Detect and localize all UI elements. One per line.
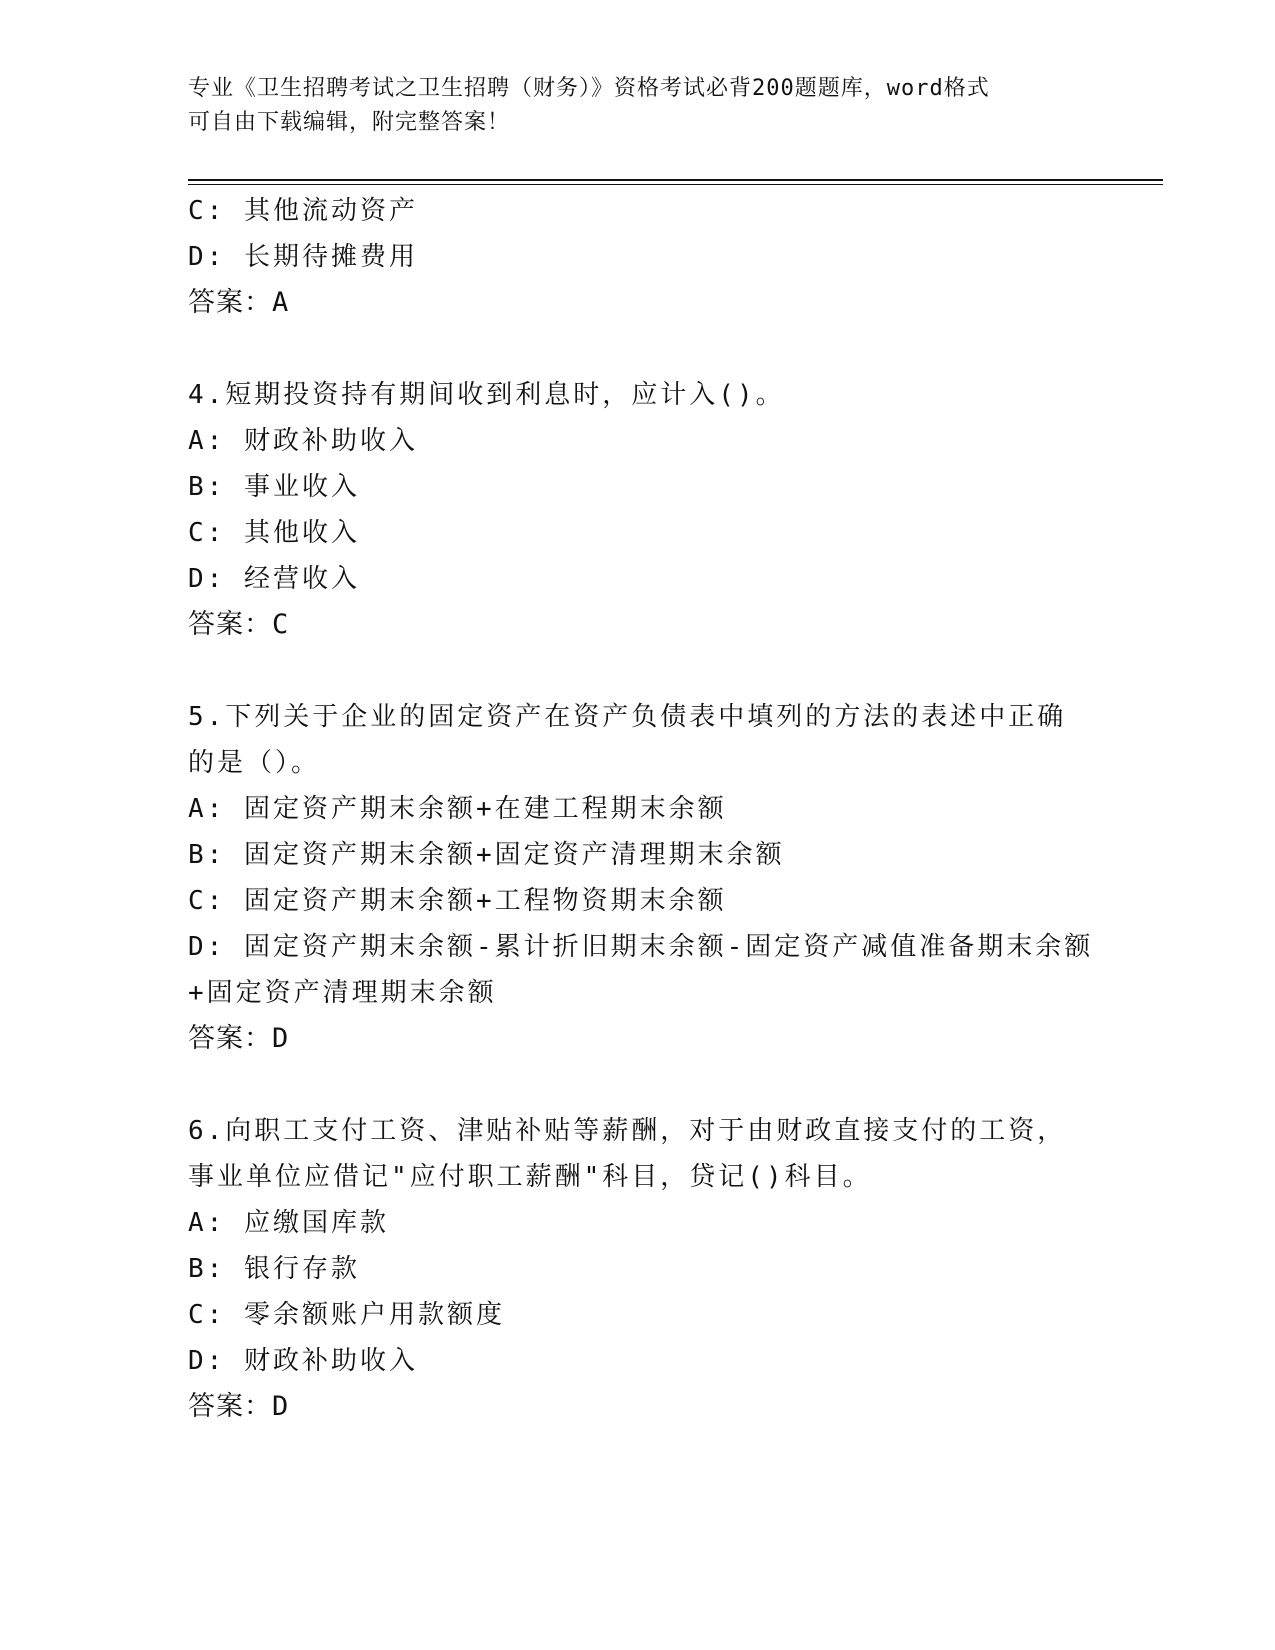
answer-value: D — [272, 1391, 290, 1422]
option-b: B: 银行存款 — [188, 1254, 360, 1284]
option-d: D: 财政补助收入 — [188, 1346, 418, 1376]
answer-label: 答案： — [188, 1023, 272, 1054]
option-a: A: 应缴国库款 — [188, 1208, 389, 1238]
option-c: C: 其他流动资产 — [188, 196, 418, 226]
header-line-1: 专业《卫生招聘考试之卫生招聘（财务）》资格考试必背200题题库，word格式 — [188, 76, 990, 101]
answer-line — [188, 1384, 1088, 1430]
answer-line — [188, 602, 1088, 648]
option-b: B: 固定资产期末余额+固定资产清理期末余额 — [188, 840, 785, 870]
document-header — [188, 72, 1068, 140]
question-stem-continued: 事业单位应借记"应付职工薪酬"科目，贷记()科目。 — [188, 1162, 872, 1192]
option-a: A: 固定资产期末余额+在建工程期末余额 — [188, 794, 727, 824]
answer-value: D — [272, 1023, 290, 1054]
option-c: C: 零余额账户用款额度 — [188, 1300, 505, 1330]
option-d: D: 长期待摊费用 — [188, 242, 418, 272]
answer-line — [188, 280, 1088, 326]
question-block-prev — [188, 188, 1088, 326]
answer-label: 答案： — [188, 1391, 272, 1422]
header-divider-thick — [188, 179, 1163, 181]
answer-label: 答案： — [188, 287, 272, 318]
answer-value: C — [272, 609, 290, 640]
header-line-2: 可自由下载编辑，附完整答案！ — [188, 110, 511, 135]
option-d: D: 经营收入 — [188, 564, 360, 594]
option-d: D: 固定资产期末余额-累计折旧期末余额-固定资产减值准备期末余额 — [188, 932, 1094, 962]
option-d-continued: +固定资产清理期末余额 — [188, 978, 497, 1008]
question-stem: 4.短期投资持有期间收到利息时，应计入()。 — [188, 380, 785, 410]
question-stem-continued: 的是（）。 — [188, 748, 321, 778]
answer-value: A — [272, 287, 290, 318]
question-list — [188, 188, 1094, 1476]
answer-line — [188, 1016, 1088, 1062]
question-block-5 — [188, 694, 1094, 1062]
answer-label: 答案： — [188, 609, 272, 640]
question-block-6 — [188, 1108, 1088, 1430]
option-c: C: 固定资产期末余额+工程物资期末余额 — [188, 886, 727, 916]
option-b: B: 事业收入 — [188, 472, 360, 502]
question-stem: 5.下列关于企业的固定资产在资产负债表中填列的方法的表述中正确 — [188, 702, 1067, 732]
option-a: A: 财政补助收入 — [188, 426, 418, 456]
header-divider-thin — [188, 184, 1163, 185]
question-stem: 6.向职工支付工资、津贴补贴等薪酬，对于由财政直接支付的工资， — [188, 1116, 1067, 1146]
option-c: C: 其他收入 — [188, 518, 360, 548]
question-block-4 — [188, 372, 1088, 648]
